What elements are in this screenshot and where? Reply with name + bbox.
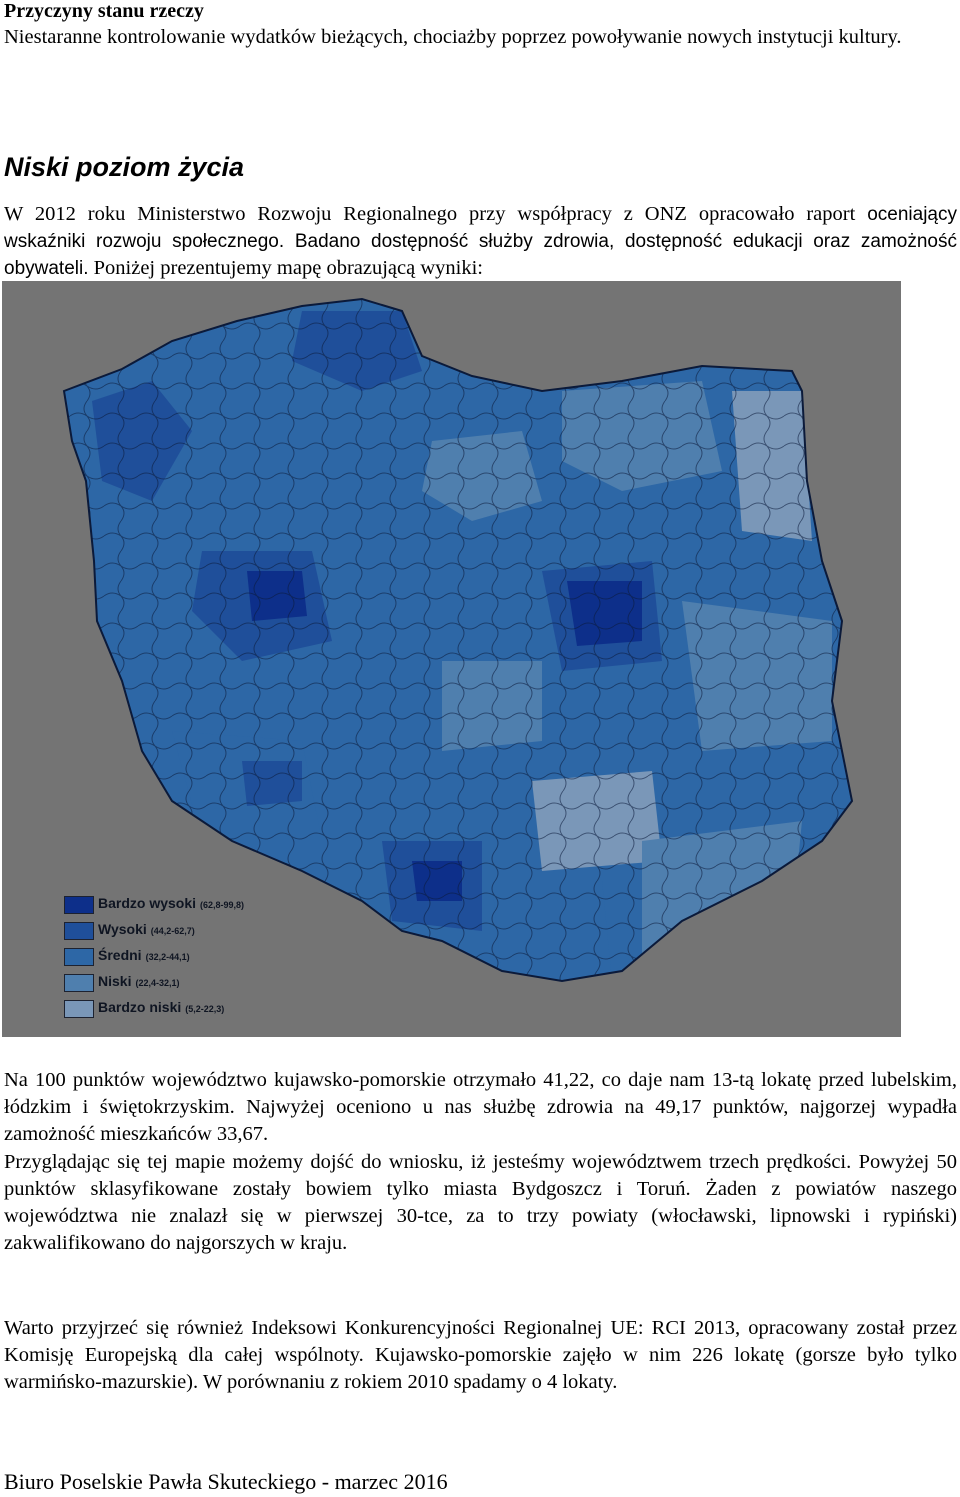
legend-label: Wysoki (44,2-62,7) — [98, 921, 195, 937]
poland-district-map — [2, 281, 901, 1037]
section-heading-low-living-standard: Niski poziom życia — [4, 152, 245, 182]
legend-label: Bardzo niski (5,2-22,3) — [98, 999, 225, 1015]
causes-paragraph: Niestaranne kontrolowanie wydatków bieżących, chociażby poprzez powoływanie nowych instytucji kultury. — [4, 26, 902, 48]
paragraph-rci: Warto przyjrzeć się również Indeksowi Konkurencyjności Regionalnej UE: RCI 2013, opracowany został przez Komisję Europejską dla całej wspólnoty. Kujawsko-pomorskie zajęło w nim 226 lokatę (gorsze było tylko warmińsko-mazurskie). W porównaniu z rokiem 2010 spadamy o 4 lokaty. — [4, 1317, 957, 1393]
legend-swatch — [64, 896, 94, 914]
intro-paragraph — [4, 201, 957, 282]
paragraph-ranking: Na 100 punktów województwo kujawsko-pomorskie otrzymało 41,22, co daje nam 13-tą lokatę przed lubelskim, łódzkim i świętokrzyskim. Najwyżej oceniono u nas służbę zdrowia na 49,17 punktów, najgorzej wypadła zamożność mieszkańców 33,67. — [4, 1069, 957, 1145]
legend-swatch — [64, 1000, 94, 1018]
section-heading-causes: Przyczyny stanu rzeczy — [4, 0, 204, 22]
legend-label: Bardzo wysoki (62,8-99,8) — [98, 895, 245, 911]
paragraph-three-speeds: Przyglądając się tej mapie możemy dojść do wniosku, iż jesteśmy województwem trzech prędkości. Powyżej 50 punktów sklasyfikowane zostały bowiem tylko miasta Bydgoszcz i Toruń. Żaden z powiatów naszego województwa nie znalazł się w pierwszej 30-tce, za to trzy powiaty (włocławski, lipnowski i rypiński) zakwalifikowano do najgorszych w kraju. — [4, 1151, 957, 1254]
legend-swatch — [64, 948, 94, 966]
page-footer: Biuro Poselskie Pawła Skuteckiego - marzec 2016 — [4, 1469, 448, 1494]
legend-swatch — [64, 974, 94, 992]
legend-swatch — [64, 922, 94, 940]
intro-serif-text: W 2012 roku Ministerstwo Rozwoju Regionalnego przy współpracy z ONZ opracowało raport — [4, 203, 856, 225]
legend-label: Niski (22,4-32,1) — [98, 973, 180, 989]
intro-sans-text: oceniający wskaźniki rozwoju społecznego. Badano dostępność służby zdrowia, dostępność edukacji oraz zamożność obywateli. — [4, 204, 957, 279]
legend-label: Średni (32,2-44,1) — [98, 947, 190, 963]
intro-tail-text: Poniżej prezentujemy mapę obrazującą wyniki: — [88, 257, 483, 279]
